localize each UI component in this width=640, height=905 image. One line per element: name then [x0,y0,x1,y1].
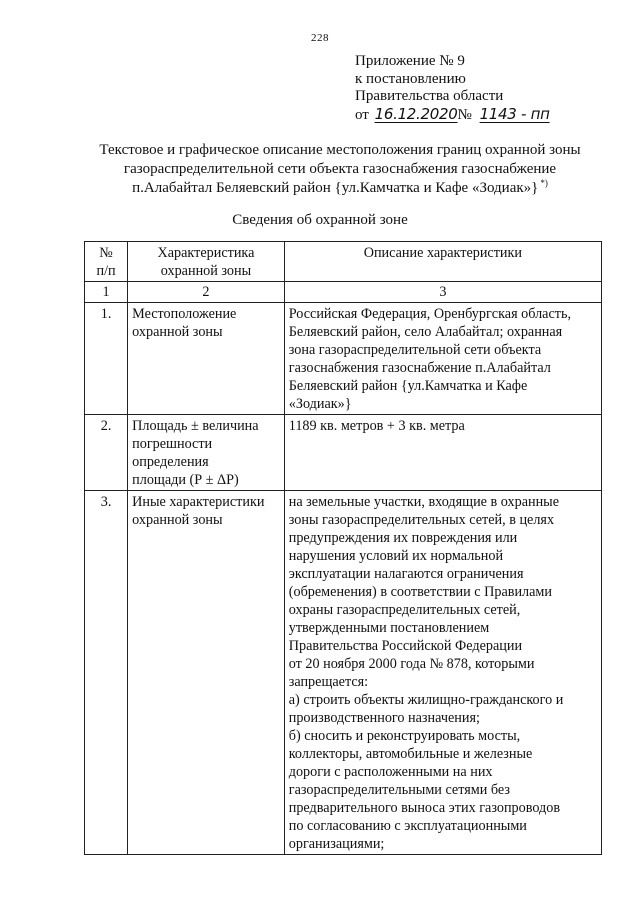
table-column-number-row [85,282,602,303]
appendix-line-3: Правительства области [355,88,504,104]
title-line-3-text: п.Алабайтал Беляевский район {ул.Камчатка и Кафе «Зодиак»} [132,180,539,196]
row-characteristic: Иные характеристики охранной зоны [128,491,285,855]
column-number-2: 2 [128,282,285,303]
row-num: 3. [85,491,128,855]
header-description: Описание характеристики [284,242,601,282]
number-label: № [457,106,472,123]
from-label: от [355,106,369,123]
column-number-3: 3 [284,282,601,303]
handwritten-date: 16.12.2020 [374,104,458,123]
table-header-row [85,242,602,282]
row-num: 2. [85,415,128,491]
column-number-1: 1 [85,282,128,303]
appendix-line-1: Приложение № 9 [355,53,465,69]
row-characteristic: Площадь ± величина погрешности определения площади (Р ± ΔР) [128,415,285,491]
title-line-1: Текстовое и графическое описание местоположения границ охранной зоны [99,142,581,158]
header-characteristic: Характеристика охранной зоны [128,242,285,282]
footnote-mark: *) [540,178,548,188]
row-description: 1189 кв. метров + 3 кв. метра [284,415,601,491]
appendix-line-2: к постановлению [355,70,466,87]
page-number: 228 [311,32,329,44]
row-num: 1. [85,303,128,415]
row-characteristic: Местоположение охранной зоны [128,303,285,415]
section-subtitle: Сведения об охранной зоне [232,212,408,228]
table-row [85,303,602,415]
document-title [60,141,620,198]
table-row [85,491,602,855]
row-description: на земельные участки, входящие в охранные зоны газораспределительных сетей, в целях предупреждения их повреждения или нарушения условий их нормальной эксплуатации налагаются ограничения (обременения) в соответствии с Правилами охраны газораспределительных сетей, утвержденными постановлением Правительства Российской Федерации от 20 ноября 2000 года № 878, которыми запрещается: а) строить объекты жилищно-гражданского и производственного назначения; б) сносить и реконструировать мосты, коллекторы, автомобильные и железные дороги с расположенными на них газораспределительными сетями без предварительного выноса этих газопроводов по согласованию с эксплуатационными организациями; [284,491,601,855]
table-row [85,415,602,491]
title-line-2: газораспределительной сети объекта газоснабжения газоснабжение [123,161,557,177]
appendix-block [355,53,550,124]
appendix-date-line [355,106,550,125]
handwritten-number: 1143 - пп [479,104,550,123]
header-num: № п/п [85,242,128,282]
protection-zone-table [84,241,602,855]
row-description: Российская Федерация, Оренбургская область, Беляевский район, село Алабайтал; охранная зона газораспределительной сети объекта газоснабжения газоснабжение п.Алабайтал Беляевский район {ул.Камчатка и Кафе «Зодиак»} [284,303,601,415]
title-line-3 [60,179,620,198]
